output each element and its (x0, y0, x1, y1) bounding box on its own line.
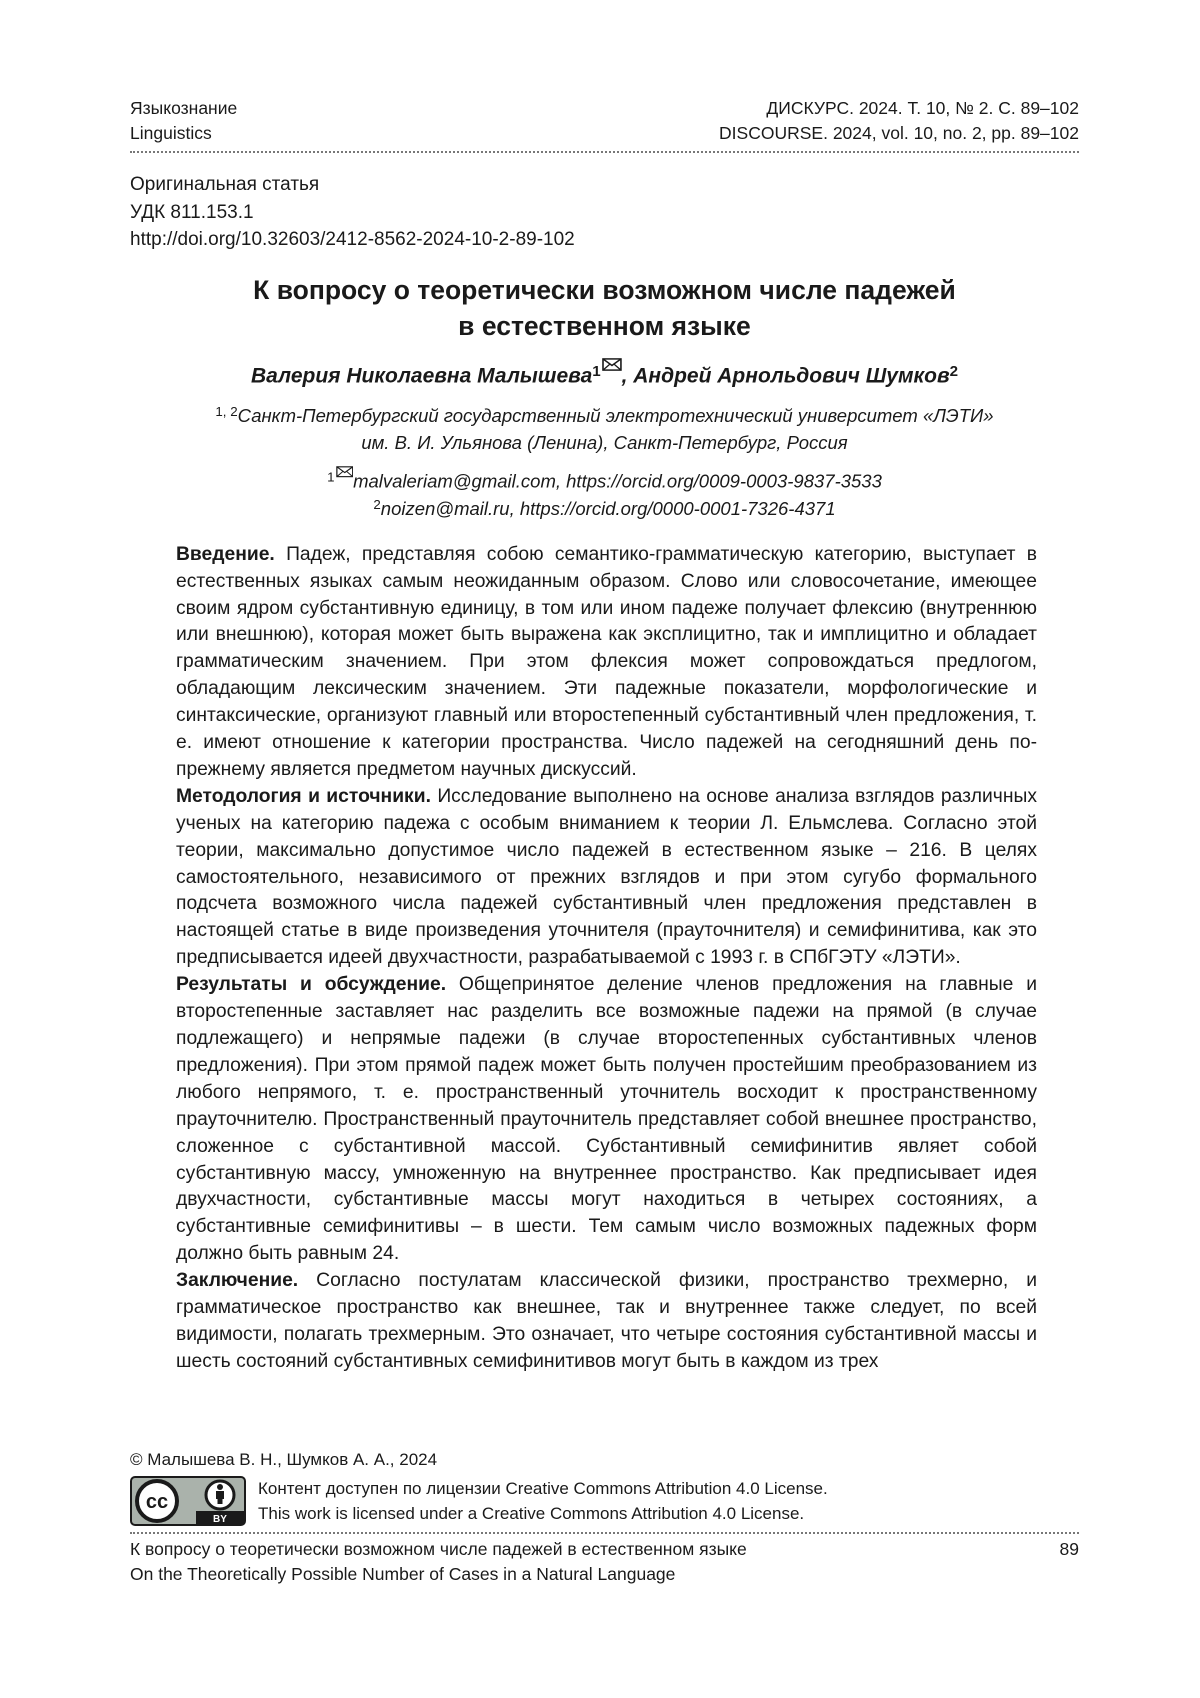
abstract (130, 542, 1079, 1376)
article-type: Оригинальная статья (130, 174, 320, 195)
title-line-2: в естественном языке (458, 310, 751, 341)
author-1-affil-mark: 1 (592, 362, 601, 380)
affiliation-line-2: им. В. И. Ульянова (Ленина), Санкт-Петербург, Россия (361, 432, 848, 454)
journal-citation-en: DISCOURSE. 2024, vol. 10, no. 2, pp. 89–102 (719, 123, 1079, 143)
affiliation-line-1: Санкт-Петербургский государственный электротехнический университет «ЛЭТИ» (237, 405, 994, 427)
author-1-name: Валерия Николаевна Малышева (250, 364, 593, 388)
footer-title-en: On the Theoretically Possible Number of Cases in a Natural Language (130, 1564, 676, 1584)
abstract-conclusion (176, 1268, 1037, 1376)
intro-label: Введение. (176, 543, 275, 565)
article-page (130, 96, 1079, 1376)
footer-title-ru: К вопросу о теоретически возможном числе падежей в естественном языке (130, 1539, 747, 1559)
article-meta (130, 171, 1079, 254)
license-text-en: This work is licensed under a Creative Commons Attribution 4.0 License. (258, 1504, 805, 1523)
affiliation-mark: 1, 2 (215, 404, 238, 420)
running-header (130, 96, 1079, 146)
method-text: Исследование выполнено на основе анализа взглядов различных ученых на категорию падежа с особым вниманием к теории Л. Ельмслева. Согласно этой теории, максимально допустимое число падежей в естественном языке – 216. В целях самостоятельного, независимого от прежних взглядов и при этом сугубо формального подсчета возможного числа падежей субстантивный член предложения представлен в настоящей статье в виде произведения уточнителя (прауточнителя) и семифинитива, как это предписывается идеей двухчастности, разрабатываемой с 1993 г. в СПбГЭТУ «ЛЭТИ». (176, 785, 1037, 969)
abstract-methodology (176, 784, 1037, 972)
author-contacts (130, 466, 1079, 522)
abstract-results (176, 972, 1037, 1268)
author-separator: , (621, 364, 634, 388)
udk-code: УДК 811.153.1 (130, 201, 254, 223)
cc-logo-text: cc (145, 1491, 169, 1513)
method-label: Методология и источники. (176, 785, 431, 807)
title-line-1: К вопросу о теоретически возможном числе падежей (253, 274, 956, 305)
license-text (258, 1476, 828, 1526)
footer-divider (130, 1532, 1079, 1534)
by-label: BY (213, 1514, 227, 1525)
cc-by-license-icon[interactable] (130, 1476, 246, 1526)
contact-2-text[interactable]: noizen@mail.ru, https://orcid.org/0000-0001-7326-4371 (380, 497, 836, 519)
journal-citation-ru: ДИСКУРС. 2024. Т. 10, № 2. С. 89–102 (766, 98, 1079, 118)
license-text-ru: Контент доступен по лицензии Creative Commons Attribution 4.0 License. (258, 1479, 828, 1498)
envelope-icon (336, 466, 354, 477)
contact-1-mark: 1 (327, 469, 335, 485)
intro-text: Падеж, представляя собою семантико-грамматическую категорию, выступает в естественных языках самым неожиданным образом. Слово или словосочетание, имеющее своим ядром субстантивную единицу, в том или ином падеже получает флексию (внутреннюю или внешнюю), которая может быть выражена как эксплицитно, так и имплицитно и обладает грамматическим значением. При этом флексия может сопровождаться предлогом, обладающим лексическим значением. Эти падежные показатели, морфологические и синтаксические, организуют главный или второстепенный субстантивный член предложения, т. е. имеют отношение к категории пространства. Число падежей на сегодняшний день по-прежнему является предметом научных дискуссий. (176, 543, 1037, 780)
section-ru: Языкознание (130, 98, 238, 118)
envelope-icon (602, 358, 622, 371)
contact-2-mark: 2 (373, 496, 381, 512)
author-2-name: Андрей Арнольдович Шумков (633, 364, 950, 388)
article-title (130, 272, 1079, 344)
license-block (130, 1476, 828, 1526)
abstract-introduction (176, 542, 1037, 784)
results-label: Результаты и обсуждение. (176, 974, 447, 996)
affiliation (130, 402, 1079, 456)
header-divider (130, 151, 1079, 153)
running-footer (130, 1537, 1079, 1587)
section-en: Linguistics (130, 123, 212, 143)
conclusion-label: Заключение. (176, 1270, 299, 1292)
page-number: 89 (1059, 1539, 1079, 1559)
author-2-affil-mark: 2 (949, 362, 959, 380)
doi-link[interactable]: http://doi.org/10.32603/2412-8562-2024-10-2-89-102 (130, 229, 575, 250)
results-text: Общепринятое деление членов предложения на главные и второстепенные заставляет нас разделить все возможные падежи на прямой (в случае подлежащего) и непрямые падежи (в случае второстепенных субстантивных членов предложения). При этом прямой падеж может быть получен простейшим преобразованием из любого непрямого, т. е. пространственный уточнитель восходит к пространственному прауточнителю. Пространственный прауточнитель представляет собой внешнее пространство, сложенное с субстантивной массой. Субстантивный семифинитив являет собой субстантивную массу, умноженную на внутреннее пространство. Как предписывает идея двухчастности, субстантивные массы могут находиться в четырех состояниях, а субстантивные семифинитивы – в шести. Тем самым число возможных падежных форм должно быть равным 24. (176, 974, 1037, 1265)
contact-1-text[interactable]: malvaleriam@gmail.com, https://orcid.org/0009-0003-9837-3533 (353, 470, 882, 492)
conclusion-text: Согласно постулатам классической физики, пространство трехмерно, и грамматическое пространство как внешнее, так и внутреннее также следует, по всей видимости, полагать трехмерным. Это означает, что четыре состояния субстантивной массы и шесть состояний субстантивных семифинитивов могут быть в каждом из трех (176, 1270, 1037, 1372)
copyright-line: © Малышева В. Н., Шумков А. А., 2024 (130, 1450, 438, 1469)
author-list (130, 358, 1079, 391)
